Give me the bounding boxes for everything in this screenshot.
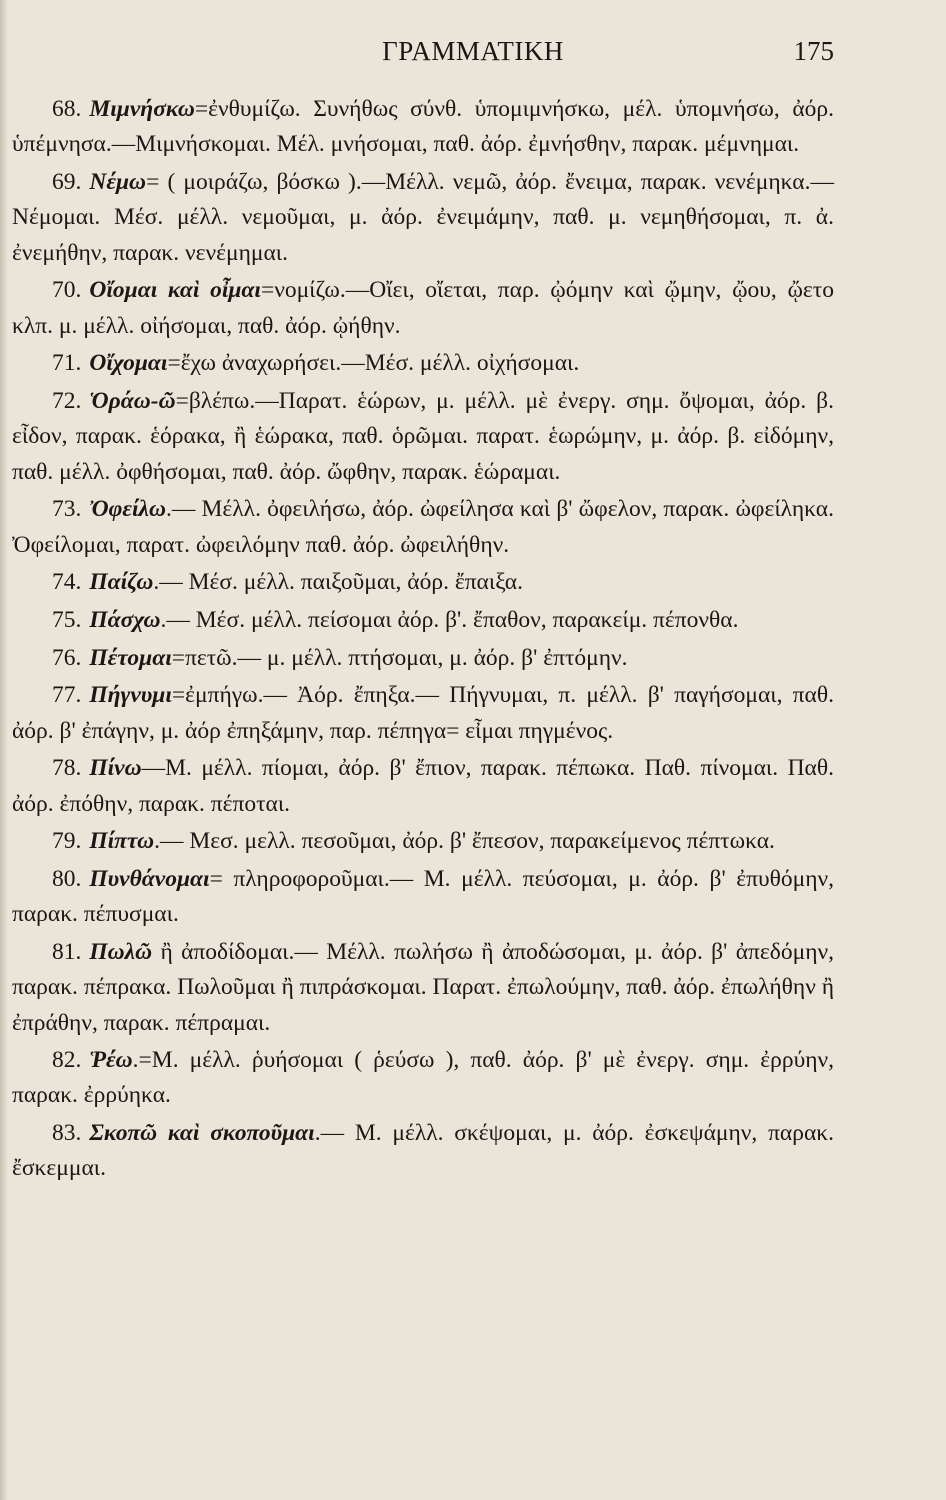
- entry-text: .— Μεσ. μελλ. πεσοῦμαι, ἀόρ. β' ἔπεσον, παρακείμενος πέπτωκα.: [154, 828, 775, 855]
- running-header: [0, 32, 946, 72]
- entry-number: 78.: [52, 755, 82, 782]
- entry-73: [12, 492, 834, 563]
- headword: Πίπτω: [89, 828, 155, 855]
- page-title: ΓΡΑΜΜΑΤΙΚΗ: [382, 36, 564, 66]
- entry-77: [12, 678, 834, 749]
- entry-text: .=Μ. μέλλ. ῥυήσομαι ( ῥεύσω ), παθ. ἀόρ. β' μὲ ἐνεργ. σημ. ἐρρύην, παρακ. ἐρρύηκα.: [12, 1047, 834, 1109]
- entry-number: 83.: [52, 1120, 82, 1147]
- entry-number: 79.: [52, 828, 82, 855]
- entry-number: 82.: [52, 1047, 82, 1074]
- headword: Πάσχω: [89, 606, 161, 633]
- headword: Πωλῶ: [89, 938, 153, 965]
- headword: Πυνθάνομαι: [89, 865, 210, 892]
- entry-number: 81.: [52, 938, 82, 965]
- entry-number: 74.: [52, 569, 82, 596]
- entry-83: [12, 1116, 834, 1187]
- headword: Ὀφείλω: [89, 496, 166, 523]
- entry-70: [12, 273, 834, 344]
- entry-number: 68.: [52, 96, 82, 122]
- entry-number: 70.: [52, 277, 82, 304]
- entry-80: [12, 862, 834, 933]
- entry-74: [12, 565, 834, 600]
- entry-text: =ἐμπήγω.— Ἀόρ. ἔπηξα.— Πήγνυμαι, π. μέλλ. β' παγήσομαι, παθ. ἀόρ. β' ἐπάγην, μ. ἀόρ ἐπηξάμην, παρ. πέπηγα= εἶμαι πηγμένος.: [12, 682, 834, 744]
- page-number: 175: [793, 36, 834, 66]
- entry-75: [12, 603, 834, 638]
- headword: Πίνω: [89, 755, 142, 782]
- entry-text: =πετῶ.— μ. μέλλ. πτήσομαι, μ. ἀόρ. β' ἐπτόμην.: [171, 644, 628, 671]
- entry-number: 69.: [52, 168, 82, 195]
- entry-text: .— Μέσ. μέλλ. παιξοῦμαι, ἀόρ. ἔπαιξα.: [153, 569, 523, 596]
- entry-list: [12, 92, 834, 1189]
- headword: Πήγνυμι: [89, 682, 172, 709]
- page-edge: [0, 0, 8, 1500]
- headword: Πέτομαι: [89, 644, 172, 671]
- entry-69: [12, 165, 834, 271]
- entry-text: —Μ. μέλλ. πίομαι, ἀόρ. β' ἔπιον, παρακ. πέπωκα. Παθ. πίνομαι. Παθ. ἀόρ. ἐπόθην, παρακ. πέποται.: [12, 755, 834, 817]
- headword: Μιμνήσκω: [89, 96, 195, 122]
- headword: Παίζω: [89, 569, 154, 596]
- entry-text: =νομίζω.—Οἴει, οἴεται, παρ. ᾠόμην καὶ ᾤμην, ᾤου, ᾤετο κλπ. μ. μέλλ. οἰήσομαι, παθ. ἀόρ. ᾠήθην.: [12, 277, 834, 339]
- headword: Ῥέω: [89, 1047, 133, 1074]
- entry-text: ἢ ἀποδίδομαι.— Μέλλ. πωλήσω ἢ ἀποδώσομαι, μ. ἀόρ. β' ἀπεδόμην, παρακ. πέπρακα. Πωλοῦμαι ἢ πιπράσκομαι. Παρατ. ἐπωλούμην, παθ. ἀόρ. ἐπωλήθην ἢ ἐπράθην, παρακ. πέπραμαι.: [12, 938, 834, 1036]
- entry-number: 71.: [52, 350, 82, 377]
- entry-81: [12, 935, 834, 1041]
- entry-text: = πληροφοροῦμαι.— Μ. μέλλ. πεύσομαι, μ. ἀόρ. β' ἐπυθόμην, παρακ. πέπυσμαι.: [12, 865, 834, 928]
- entry-number: 77.: [52, 682, 82, 709]
- entry-number: 76.: [52, 644, 82, 671]
- entry-68: [12, 92, 834, 163]
- headword: Οἴχομαι: [89, 350, 168, 377]
- entry-number: 75.: [52, 606, 82, 633]
- entry-78: [12, 751, 834, 822]
- entry-text: .— Μ. μέλλ. σκέψομαι, μ. ἀόρ. ἐσκεψάμην, παρακ. ἔσκεμμαι.: [12, 1120, 834, 1182]
- entry-text: = ( μοιράζω, βόσκω ).—Μέλλ. νεμῶ, ἀόρ. ἔνειμα, παρακ. νενέμηκα.— Νέμομαι. Μέσ. μέλλ. νεμοῦμαι, μ. ἀόρ. ἐνειμάμην, παθ. μ. νεμηθήσομαι, π. ἀ. ἐνεμήθην, παρακ. νενέμημαι.: [12, 168, 834, 266]
- entry-text: =ἔχω ἀναχωρήσει.—Μέσ. μέλλ. οἰχήσομαι.: [167, 350, 580, 377]
- headword: Ὁράω-ῶ: [89, 387, 176, 414]
- entry-number: 80.: [52, 865, 82, 892]
- entry-text: =ἐνθυμίζω. Συνήθως σύνθ. ὑπομιμνήσκω, μέλ. ὑπομνήσω, ἀόρ. ὑπέμνησα.—Μιμνήσκομαι. Μέλ. μνήσομαι, παθ. ἀόρ. ἐμνήσθην, παρακ. μέμνημαι.: [12, 96, 834, 158]
- entry-79: [12, 824, 834, 859]
- headword: Νέμω: [89, 168, 147, 195]
- entry-82: [12, 1043, 834, 1114]
- entry-76: [12, 641, 834, 676]
- entry-text: .— Μέλλ. ὀφειλήσω, ἀόρ. ὠφείλησα καὶ β' ὤφελον, παρακ. ὠφείληκα. Ὀφείλομαι, παρατ. ὠφειλόμην παθ. ἀόρ. ὠφειλήθην.: [12, 496, 834, 558]
- entry-72: [12, 384, 834, 490]
- entry-number: 73.: [52, 496, 82, 523]
- entry-71: [12, 346, 834, 381]
- entry-text: =βλέπω.—Παρατ. ἑώρων, μ. μέλλ. μὲ ἐνεργ. σημ. ὄψομαι, ἀόρ. β. εἶδον, παρακ. ἑόρακα, ἢ ἑώρακα, παθ. ὁρῶμαι. παρατ. ἑωρώμην, μ. ἀόρ. β. εἰδόμην, παθ. μέλλ. ὀφθήσομαι, παθ. ἀόρ. ὤφθην, παρακ. ἑώραμαι.: [12, 387, 834, 485]
- headword: Οἴομαι καὶ οἶμαι: [89, 277, 261, 304]
- headword: Σκοπῶ καὶ σκοποῦμαι: [89, 1120, 315, 1147]
- entry-number: 72.: [52, 387, 82, 414]
- entry-text: .— Μέσ. μέλλ. πείσομαι ἀόρ. β'. ἔπαθον, παρακείμ. πέπονθα.: [160, 606, 739, 633]
